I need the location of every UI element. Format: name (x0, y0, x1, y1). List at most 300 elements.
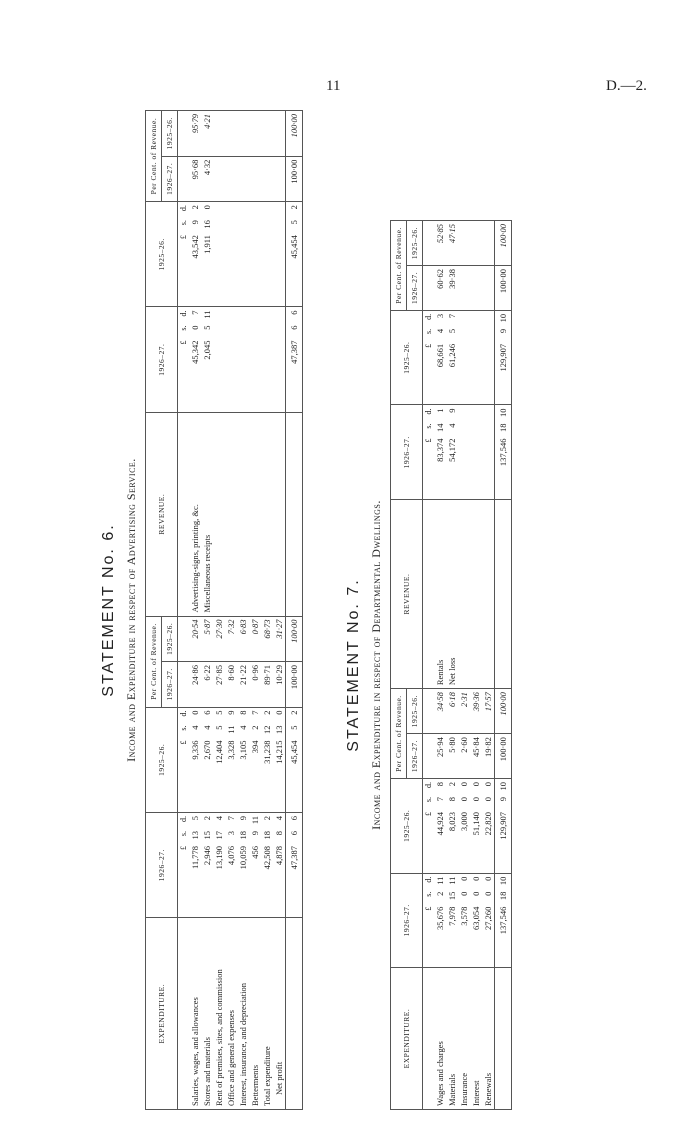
empty-cell (470, 221, 482, 266)
amount-cell (261, 812, 273, 917)
amount-shillings: 13 (274, 725, 284, 735)
empty-cell (261, 307, 273, 412)
amount-pounds: 51,140 (471, 812, 481, 836)
empty-cell (286, 412, 303, 616)
empty-cell (470, 265, 482, 310)
amount-pounds: 35,676 (435, 906, 445, 930)
amount-pence: 3 (435, 313, 445, 319)
empty-cell (423, 689, 435, 734)
unit-shillings: s. (424, 891, 433, 897)
empty-cell (423, 265, 435, 310)
empty-cell (249, 307, 261, 412)
empty-cell (213, 111, 225, 157)
unit-shillings: s. (179, 325, 188, 331)
amount-pence: 11 (447, 876, 457, 885)
amount-pounds: 27,260 (483, 906, 493, 930)
empty-cell (237, 156, 249, 202)
amount-shillings: 12 (262, 725, 272, 735)
amount-cell (189, 307, 201, 412)
amount-cell (201, 307, 213, 412)
amount-pence: 7 (226, 815, 236, 821)
amount-pounds: 31,238 (262, 740, 272, 764)
unit-pounds: £ (179, 340, 188, 345)
percent-cell: 21·22 (237, 662, 249, 708)
amount-cell (237, 707, 249, 812)
statement-6 (100, 110, 303, 1110)
amount-shillings: 4 (190, 725, 200, 730)
amount-shillings: 15 (447, 891, 457, 901)
amount-pounds: 456 (250, 845, 260, 859)
percent-cell: 7·32 (225, 616, 237, 662)
amount-shillings: 5 (214, 725, 224, 730)
statement-title: STATEMENT No. 7. (345, 578, 362, 752)
unit-cell (423, 310, 435, 405)
column-header: 1925–26. (391, 779, 423, 874)
amount-pounds: 47,387 (289, 340, 299, 364)
amount-cell (286, 307, 303, 412)
percent-cell: 45·84 (470, 734, 482, 779)
amount-shillings: 18 (498, 891, 508, 901)
amount-pounds: 129,907 (498, 812, 508, 840)
amount-pounds: 2,670 (202, 740, 212, 760)
empty-cell (423, 968, 435, 1110)
column-header: 1925–26. (407, 221, 423, 266)
amount-shillings: 3 (226, 830, 236, 836)
table-row (434, 221, 446, 1110)
amount-pence: 1 (435, 408, 445, 413)
unit-cell (178, 202, 190, 307)
empty-cell (482, 221, 495, 266)
amount-shillings: 9 (190, 220, 200, 225)
expenditure-label: Stores and materials (201, 918, 213, 1110)
unit-cell (423, 405, 435, 500)
amount-cell (201, 202, 213, 307)
revenue-label: Rentals (434, 500, 446, 689)
amount-shillings: 11 (226, 725, 236, 734)
amount-pence: 2 (289, 710, 299, 715)
percent-cell: 95·79 (189, 111, 201, 157)
amount-shillings: 5 (289, 220, 299, 225)
empty-cell (225, 412, 237, 616)
amount-shillings: 0 (190, 325, 200, 330)
empty-cell (273, 307, 286, 412)
amount-pence: 7 (190, 310, 200, 315)
amount-shillings: 9 (250, 830, 260, 836)
amount-pounds: 4,878 (274, 845, 284, 866)
statement-subtitle: Income and Expenditure in respect of Departmental Dwellings. (369, 500, 383, 830)
amount-pence: 4 (214, 815, 224, 821)
amount-cell (482, 873, 495, 968)
expenditure-label: Materials (446, 968, 458, 1110)
amount-pounds: 54,172 (447, 438, 457, 462)
empty-cell (213, 202, 225, 307)
empty-cell (261, 156, 273, 202)
percent-cell: 10·29 (273, 662, 286, 708)
unit-pounds: £ (179, 845, 188, 850)
empty-cell (237, 307, 249, 412)
column-header: REVENUE. (146, 412, 178, 616)
amount-pence: 8 (238, 710, 248, 715)
empty-cell (178, 412, 190, 616)
amount-pounds: 12,404 (214, 740, 224, 764)
amount-pence: 5 (214, 710, 224, 715)
column-header: 1925–26. (146, 707, 178, 812)
amount-shillings: 8 (447, 797, 457, 802)
unit-pence: d. (179, 815, 188, 822)
table-row (261, 111, 273, 1110)
amount-shillings: 4 (435, 328, 445, 334)
unit-pounds: £ (424, 906, 433, 911)
amount-shillings: 13 (190, 830, 200, 840)
header-row (391, 221, 407, 1110)
expenditure-label: Renewals (482, 968, 495, 1110)
amount-pounds: 14,215 (274, 740, 284, 764)
expenditure-label: Interest (470, 968, 482, 1110)
empty-cell (458, 265, 470, 310)
amount-pence: 0 (459, 782, 469, 787)
amount-pounds: 10,059 (238, 845, 248, 870)
ledger-table (145, 110, 303, 1110)
unit-pence: d. (424, 408, 433, 415)
percent-cell: 39·38 (446, 265, 458, 310)
amount-cell (189, 812, 201, 917)
amount-pence: 11 (250, 815, 260, 825)
amount-pence: 0 (471, 782, 481, 787)
column-header: 1926–27. (407, 265, 423, 310)
empty-cell (213, 307, 225, 412)
amount-shillings: 4 (202, 725, 212, 730)
percent-cell: 25·94 (434, 734, 446, 779)
amount-cell (201, 707, 213, 812)
amount-shillings: 5 (289, 725, 299, 730)
column-header: 1925–26. (162, 616, 178, 662)
expenditure-label: Betterments (249, 918, 261, 1110)
amount-pounds: 3,105 (238, 740, 248, 760)
percent-cell: 100·00 (286, 111, 303, 157)
grand-total-row (495, 221, 512, 1110)
table-row (458, 221, 470, 1110)
column-header: 1926–27. (146, 812, 178, 917)
percent-cell: 31·27 (273, 616, 286, 662)
table-row (189, 111, 201, 1110)
amount-shillings: 0 (471, 797, 481, 802)
percent-cell: 100·00 (495, 734, 512, 779)
unit-pounds: £ (424, 812, 433, 817)
net-profit-label: Net profit (273, 918, 286, 1110)
amount-shillings: 16 (202, 220, 212, 229)
unit-cell (423, 779, 435, 874)
amount-cell (189, 707, 201, 812)
empty-cell (225, 202, 237, 307)
amount-cell (249, 707, 261, 812)
percent-cell: 5·87 (201, 616, 213, 662)
unit-pounds: £ (424, 438, 433, 443)
unit-cell (178, 307, 190, 412)
amount-pounds: 1,911 (202, 235, 212, 254)
amount-pence: 7 (447, 313, 457, 319)
unit-shillings: s. (424, 797, 433, 803)
amount-pence: 7 (250, 710, 260, 715)
amount-cell (286, 707, 303, 812)
amount-cell (470, 873, 482, 968)
percent-cell: 6·83 (237, 616, 249, 662)
table-row (249, 111, 261, 1110)
amount-pence: 0 (483, 782, 493, 787)
header-row (146, 111, 162, 1110)
percent-cell: 19·82 (482, 734, 495, 779)
statement-7 (345, 220, 512, 1110)
empty-cell (482, 310, 495, 405)
amount-cell (446, 405, 458, 500)
amount-shillings: 4 (238, 725, 248, 730)
amount-pounds: 61,246 (447, 343, 457, 368)
expenditure-label: Interest, insurance, and depreciation (237, 918, 249, 1110)
unit-cell (178, 812, 190, 917)
page-number: 11 (326, 78, 341, 94)
empty-cell (261, 111, 273, 157)
amount-shillings: 6 (289, 325, 299, 330)
amount-pounds: 137,546 (498, 906, 508, 935)
column-header: 1925–26. (407, 689, 423, 734)
percent-cell: 2·60 (458, 734, 470, 779)
amount-shillings: 14 (435, 423, 445, 432)
column-header: 1925–26. (162, 111, 178, 157)
amount-pounds: 44,924 (435, 812, 445, 836)
amount-pence: 10 (498, 408, 508, 417)
ledger-table (390, 220, 512, 1110)
amount-cell (225, 707, 237, 812)
column-header: 1926–27. (391, 405, 423, 500)
table-row (273, 111, 286, 1110)
amount-pounds: 68,661 (435, 343, 445, 368)
expenditure-label: Wages and charges (434, 968, 446, 1110)
percent-cell: 68·73 (261, 616, 273, 662)
empty-cell (249, 111, 261, 157)
column-header: Per Cent. of Revenue. (146, 111, 162, 202)
amount-pence: 0 (483, 876, 493, 881)
percent-cell: 2·31 (458, 689, 470, 734)
unit-row (423, 221, 435, 1110)
amount-pence: 2 (202, 815, 212, 821)
amount-shillings: 6 (289, 830, 299, 836)
amount-pounds: 394 (250, 740, 260, 754)
empty-cell (213, 156, 225, 202)
amount-pence: 10 (498, 782, 508, 791)
amount-shillings: 2 (435, 891, 445, 896)
percent-cell: 39·36 (470, 689, 482, 734)
amount-shillings: 17 (214, 830, 224, 840)
empty-cell (249, 202, 261, 307)
amount-cell (213, 707, 225, 812)
amount-cell (495, 310, 512, 405)
empty-cell (237, 412, 249, 616)
amount-cell (273, 812, 286, 917)
table-row (446, 221, 458, 1110)
expenditure-label: Rent of premises, sites, and commission (213, 918, 225, 1110)
amount-shillings: 18 (262, 830, 272, 840)
percent-cell: 0·96 (249, 662, 261, 708)
amount-pence: 10 (498, 876, 508, 886)
unit-pence: d. (179, 710, 188, 717)
amount-pence: 6 (202, 710, 212, 715)
unit-pence: d. (424, 782, 433, 789)
table-row (237, 111, 249, 1110)
percent-cell: 100·00 (286, 156, 303, 202)
empty-cell (482, 405, 495, 500)
empty-cell (237, 111, 249, 157)
amount-cell (213, 812, 225, 917)
unit-cell (423, 873, 435, 968)
amount-cell (434, 873, 446, 968)
empty-cell (286, 918, 303, 1110)
unit-pence: d. (424, 876, 433, 883)
amount-pounds: 7,978 (447, 906, 457, 926)
amount-shillings: 8 (274, 830, 284, 836)
amount-pence: 4 (274, 815, 284, 821)
amount-pence: 2 (262, 815, 272, 821)
column-header: 1926–27. (407, 734, 423, 779)
amount-pence: 5 (190, 815, 200, 821)
empty-cell (237, 202, 249, 307)
amount-cell (482, 779, 495, 874)
amount-pence: 0 (274, 710, 284, 715)
amount-pounds: 3,328 (226, 740, 236, 760)
amount-shillings: 0 (459, 797, 469, 802)
column-header: REVENUE. (391, 500, 423, 689)
amount-pounds: 83,374 (435, 438, 445, 462)
amount-pounds: 63,054 (471, 906, 481, 930)
amount-cell (495, 405, 512, 500)
amount-cell (201, 812, 213, 917)
column-header: 1925–26. (146, 202, 178, 307)
empty-cell (178, 156, 190, 202)
percent-cell: 8·60 (225, 662, 237, 708)
unit-shillings: s. (424, 423, 433, 429)
amount-shillings: 2 (250, 725, 260, 730)
amount-cell (458, 779, 470, 874)
empty-cell (225, 156, 237, 202)
column-header: Per Cent. of Revenue. (391, 689, 407, 779)
empty-cell (225, 111, 237, 157)
amount-pounds: 2,045 (202, 340, 212, 360)
amount-pence: 0 (471, 876, 481, 881)
statement-subtitle: Income and Expenditure in respect of Advertising Service. (124, 458, 138, 762)
empty-cell (470, 500, 482, 689)
amount-pounds: 3,000 (459, 812, 469, 832)
amount-pence: 0 (459, 876, 469, 881)
empty-cell (458, 500, 470, 689)
amount-pence: 11 (435, 876, 445, 885)
amount-pence: 11 (202, 310, 212, 319)
percent-cell: 27·85 (213, 662, 225, 708)
amount-pence: 6 (289, 815, 299, 821)
expenditure-label: Salaries, wages, and allowances (189, 918, 201, 1110)
empty-cell (423, 221, 435, 266)
percent-cell: 6·18 (446, 689, 458, 734)
unit-pence: d. (179, 310, 188, 317)
empty-cell (458, 221, 470, 266)
amount-pounds: 11,778 (190, 845, 200, 870)
empty-cell (423, 500, 435, 689)
amount-pence: 2 (190, 205, 200, 210)
amount-cell (434, 310, 446, 405)
percent-cell: 0·87 (249, 616, 261, 662)
amount-cell (237, 812, 249, 917)
amount-shillings: 0 (471, 891, 481, 896)
amount-pence: 0 (202, 205, 212, 210)
empty-cell (273, 111, 286, 157)
percent-cell: 5·80 (446, 734, 458, 779)
amount-pounds: 13,190 (214, 845, 224, 870)
percent-cell: 100·00 (495, 265, 512, 310)
column-header: EXPENDITURE. (391, 968, 423, 1110)
percent-cell: 4·21 (201, 111, 213, 157)
amount-cell (249, 812, 261, 917)
amount-pounds: 43,542 (190, 235, 200, 259)
amount-pounds: 3,578 (459, 906, 469, 926)
amount-pounds: 45,342 (190, 340, 200, 364)
amount-pounds: 137,546 (498, 438, 508, 467)
table-row (213, 111, 225, 1110)
document-code: D.—2. (606, 78, 647, 94)
revenue-label: Miscellaneous receipts (201, 412, 213, 616)
empty-cell (261, 412, 273, 616)
unit-pounds: £ (424, 343, 433, 348)
amount-shillings: 5 (447, 328, 457, 334)
percent-cell: 47·15 (446, 221, 458, 266)
amount-cell (446, 779, 458, 874)
amount-pounds: 45,454 (289, 235, 299, 259)
amount-shillings: 18 (498, 423, 508, 432)
empty-cell (178, 111, 190, 157)
empty-cell (273, 156, 286, 202)
percent-cell: 95·68 (189, 156, 201, 202)
revenue-label: Advertising-signs, printing, &c. (189, 412, 201, 616)
amount-pence: 9 (238, 815, 248, 821)
amount-shillings: 9 (498, 797, 508, 802)
empty-cell (423, 734, 435, 779)
amount-pounds: 2,946 (202, 845, 212, 866)
amount-pounds: 9,336 (190, 740, 200, 760)
unit-pence: d. (424, 313, 433, 320)
amount-pence: 2 (447, 782, 457, 787)
empty-cell (273, 412, 286, 616)
empty-cell (261, 202, 273, 307)
percent-cell: 100·00 (286, 616, 303, 662)
empty-cell (495, 968, 512, 1110)
rotated-page-content (100, 10, 660, 1110)
amount-shillings: 18 (238, 830, 248, 840)
amount-pounds: 22,820 (483, 812, 493, 836)
percent-cell: 89·71 (261, 662, 273, 708)
amount-pence: 10 (498, 313, 508, 323)
empty-cell (249, 156, 261, 202)
column-header: 1926–27. (391, 873, 423, 968)
column-header: Per Cent. of Revenue. (391, 221, 407, 311)
unit-shillings: s. (424, 328, 433, 335)
percent-cell: 6·22 (201, 662, 213, 708)
unit-pence: d. (179, 205, 188, 212)
amount-pence: 9 (447, 408, 457, 413)
unit-pounds: £ (179, 740, 188, 745)
amount-cell (434, 405, 446, 500)
table-row (470, 221, 482, 1110)
grand-total-row (286, 111, 303, 1110)
amount-cell (273, 707, 286, 812)
empty-cell (273, 202, 286, 307)
amount-shillings: 15 (202, 830, 212, 840)
amount-pounds: 4,076 (226, 845, 236, 866)
